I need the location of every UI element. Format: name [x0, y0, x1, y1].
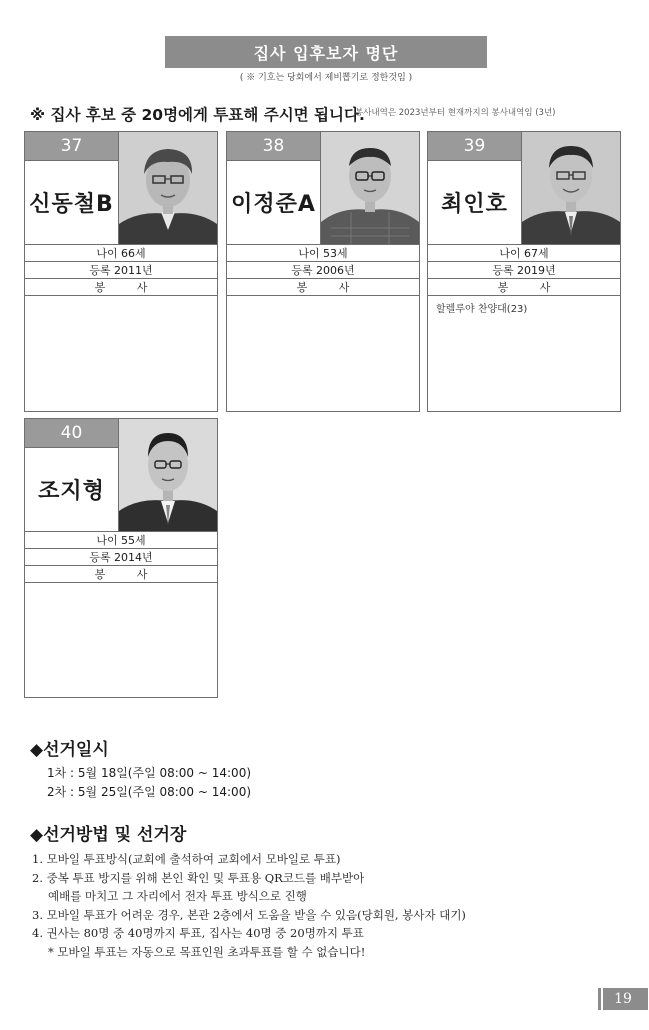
- method-item: 4. 권사는 80명 중 40명까지 투표, 집사는 40명 중 20명까지 투표: [32, 926, 364, 941]
- candidate-age: 나이 66세: [25, 244, 217, 261]
- candidate-card: [24, 131, 218, 412]
- method-note: * 모바일 투표는 자동으로 목표인원 초과투표를 할 수 없습니다!: [48, 944, 366, 959]
- title-subnote: ( ※ 기호는 당회에서 제비뽑기로 정한것임 ): [239, 73, 413, 83]
- service-label: 봉 사: [25, 565, 217, 582]
- method-item: 3. 모바일 투표가 어려운 경우, 본관 2층에서 도움을 받을 수 있음(당회원, 봉사자 대기): [32, 907, 466, 922]
- candidate-number: 40: [25, 419, 119, 448]
- candidate-photo: [119, 419, 217, 531]
- candidate-number: 39: [428, 132, 522, 161]
- candidate-number: 38: [227, 132, 321, 161]
- candidate-registered: 등록 2011년: [25, 261, 217, 278]
- method-item: 1. 모바일 투표방식(교회에 출석하여 교회에서 모바일로 투표): [32, 852, 341, 866]
- candidate-photo: [522, 132, 620, 244]
- election-date-heading: ◆선거일시: [30, 740, 109, 760]
- candidate-age: 나이 53세: [227, 244, 419, 261]
- candidate-registered: 등록 2006년: [227, 261, 419, 278]
- service-history: [227, 295, 419, 411]
- candidate-card: [24, 418, 218, 698]
- election-method-heading: ◆선거방법 및 선거장: [30, 825, 187, 845]
- method-item: 2. 중복 투표 방지를 위해 본인 확인 및 투표용 QR코드를 배부받아: [32, 870, 365, 885]
- candidate-registered: 등록 2019년: [428, 261, 620, 278]
- page-number-divider: [601, 988, 603, 1010]
- candidate-name: 최인호: [428, 161, 522, 244]
- election-round-1: 1차 : 5월 18일(주일 08:00 ~ 14:00): [47, 766, 252, 780]
- candidate-age: 나이 55세: [25, 531, 217, 548]
- page-title: 집사 입후보자 명단: [165, 36, 487, 68]
- candidate-photo: [119, 132, 217, 244]
- vote-instruction: ※ 집사 후보 중 20명에게 투표해 주시면 됩니다.: [30, 106, 365, 124]
- method-item: 예배를 마치고 그 자리에서 전자 투표 방식으로 진행: [48, 889, 307, 904]
- candidate-age: 나이 67세: [428, 244, 620, 261]
- service-label: 봉 사: [428, 278, 620, 295]
- candidate-photo: [321, 132, 419, 244]
- service-period-note: 봉사내역은 2023년부터 현재까지의 봉사내역임 (3년): [355, 108, 556, 118]
- candidate-name: 이정준A: [227, 161, 321, 244]
- service-history: [25, 295, 217, 411]
- candidate-card: [226, 131, 420, 412]
- service-label: 봉 사: [227, 278, 419, 295]
- candidate-card: [427, 131, 621, 412]
- service-history: 할렐루야 찬양대(23): [428, 295, 620, 411]
- candidate-name: 조지형: [25, 448, 119, 531]
- election-method-list: [32, 850, 622, 962]
- page-number: 19: [598, 988, 648, 1010]
- candidate-number: 37: [25, 132, 119, 161]
- service-label: 봉 사: [25, 278, 217, 295]
- election-round-2: 2차 : 5월 25일(주일 08:00 ~ 14:00): [47, 785, 252, 799]
- service-history: [25, 582, 217, 698]
- candidate-name: 신동철B: [25, 161, 119, 244]
- candidate-registered: 등록 2014년: [25, 548, 217, 565]
